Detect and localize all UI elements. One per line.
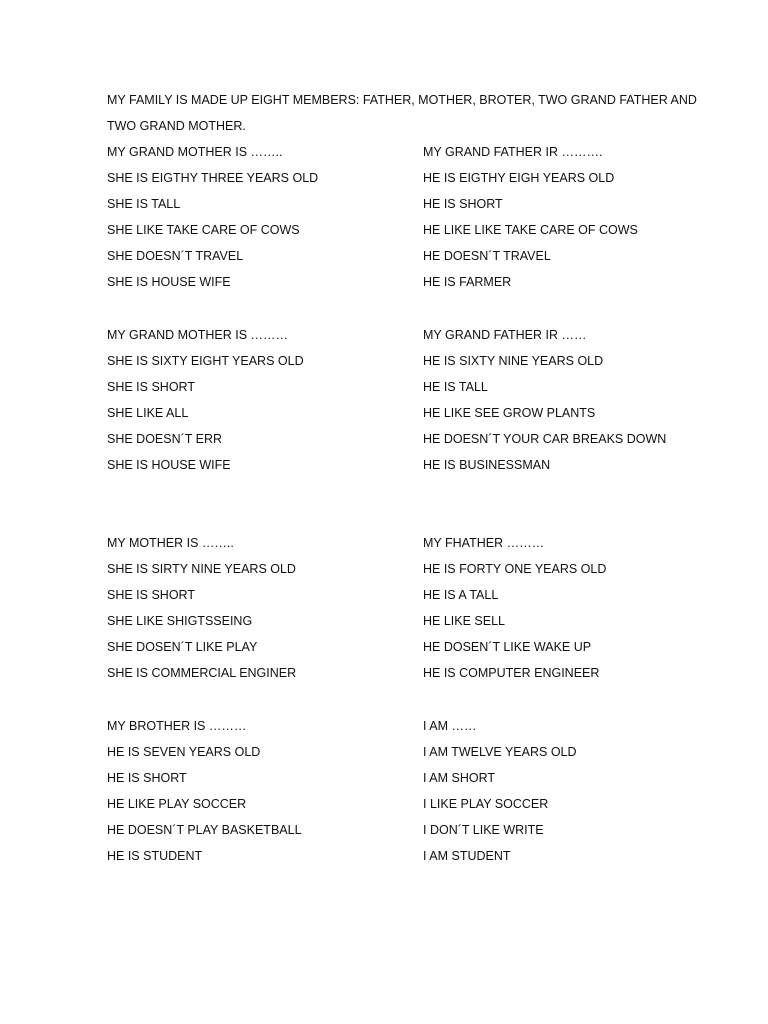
grandmother-2-likes: SHE LIKE ALL [107,406,189,420]
father-likes: HE LIKE SELL [423,614,505,628]
grandfather-2-age: HE IS SIXTY NINE YEARS OLD [423,354,604,368]
mother-likes: SHE LIKE SHIGTSSEING [107,614,253,628]
grandmother-1-age: SHE IS EIGTHY THREE YEARS OLD [107,171,319,185]
grandfather-2-likes: HE LIKE SEE GROW PLANTS [423,406,596,420]
brother-age: HE IS SEVEN YEARS OLD [107,745,261,759]
father-height: HE IS A TALL [423,588,499,602]
brother-height: HE IS SHORT [107,771,187,785]
self-dislikes: I DON´T LIKE WRITE [423,823,544,837]
grandfather-2-dislikes: HE DOESN´T YOUR CAR BREAKS DOWN [423,432,667,446]
grandmother-1-dislikes: SHE DOESN´T TRAVEL [107,249,244,263]
grandfather-2-heading: MY GRAND FATHER IR …… [423,328,587,342]
grandfather-1-height: HE IS SHORT [423,197,503,211]
grandmother-2-heading: MY GRAND MOTHER IS ……… [107,328,289,342]
father-age: HE IS FORTY ONE YEARS OLD [423,562,607,576]
grandmother-2-height: SHE IS SHORT [107,380,195,394]
grandfather-1-heading: MY GRAND FATHER IR ………. [423,145,603,159]
grandfather-2-job: HE IS BUSINESSMAN [423,458,551,472]
father-dislikes: HE DOSEN´T LIKE WAKE UP [423,640,592,654]
grandfather-1-dislikes: HE DOESN´T TRAVEL [423,249,551,263]
self-age: I AM TWELVE YEARS OLD [423,745,577,759]
grandfather-1-job: HE IS FARMER [423,275,512,289]
grandfather-1-likes: HE LIKE LIKE TAKE CARE OF COWS [423,223,638,237]
grandmother-2-job: SHE IS HOUSE WIFE [107,458,231,472]
self-likes: I LIKE PLAY SOCCER [423,797,549,811]
grandmother-1-heading: MY GRAND MOTHER IS …….. [107,145,283,159]
brother-heading: MY BROTHER IS ……… [107,719,247,733]
mother-job: SHE IS COMMERCIAL ENGINER [107,666,297,680]
grandmother-2-age: SHE IS SIXTY EIGHT YEARS OLD [107,354,304,368]
father-job: HE IS COMPUTER ENGINEER [423,666,600,680]
mother-heading: MY MOTHER IS …….. [107,536,234,550]
self-heading: I AM …… [423,719,477,733]
brother-likes: HE LIKE PLAY SOCCER [107,797,247,811]
brother-dislikes: HE DOESN´T PLAY BASKETBALL [107,823,302,837]
self-height: I AM SHORT [423,771,496,785]
self-job: I AM STUDENT [423,849,511,863]
grandfather-1-age: HE IS EIGTHY EIGH YEARS OLD [423,171,615,185]
grandfather-2-height: HE IS TALL [423,380,488,394]
grandmother-1-job: SHE IS HOUSE WIFE [107,275,231,289]
grandmother-2-dislikes: SHE DOESN´T ERR [107,432,223,446]
mother-dislikes: SHE DOSEN´T LIKE PLAY [107,640,258,654]
grandmother-1-likes: SHE LIKE TAKE CARE OF COWS [107,223,300,237]
brother-job: HE IS STUDENT [107,849,203,863]
mother-age: SHE IS SIRTY NINE YEARS OLD [107,562,296,576]
intro-line-2: TWO GRAND MOTHER. [107,119,246,133]
intro-line-1: MY FAMILY IS MADE UP EIGHT MEMBERS: FATHER, MOTHER, BROTER, TWO GRAND FATHER AND [107,93,697,107]
mother-height: SHE IS SHORT [107,588,195,602]
grandmother-1-height: SHE IS TALL [107,197,181,211]
father-heading: MY FHATHER ……… [423,536,545,550]
